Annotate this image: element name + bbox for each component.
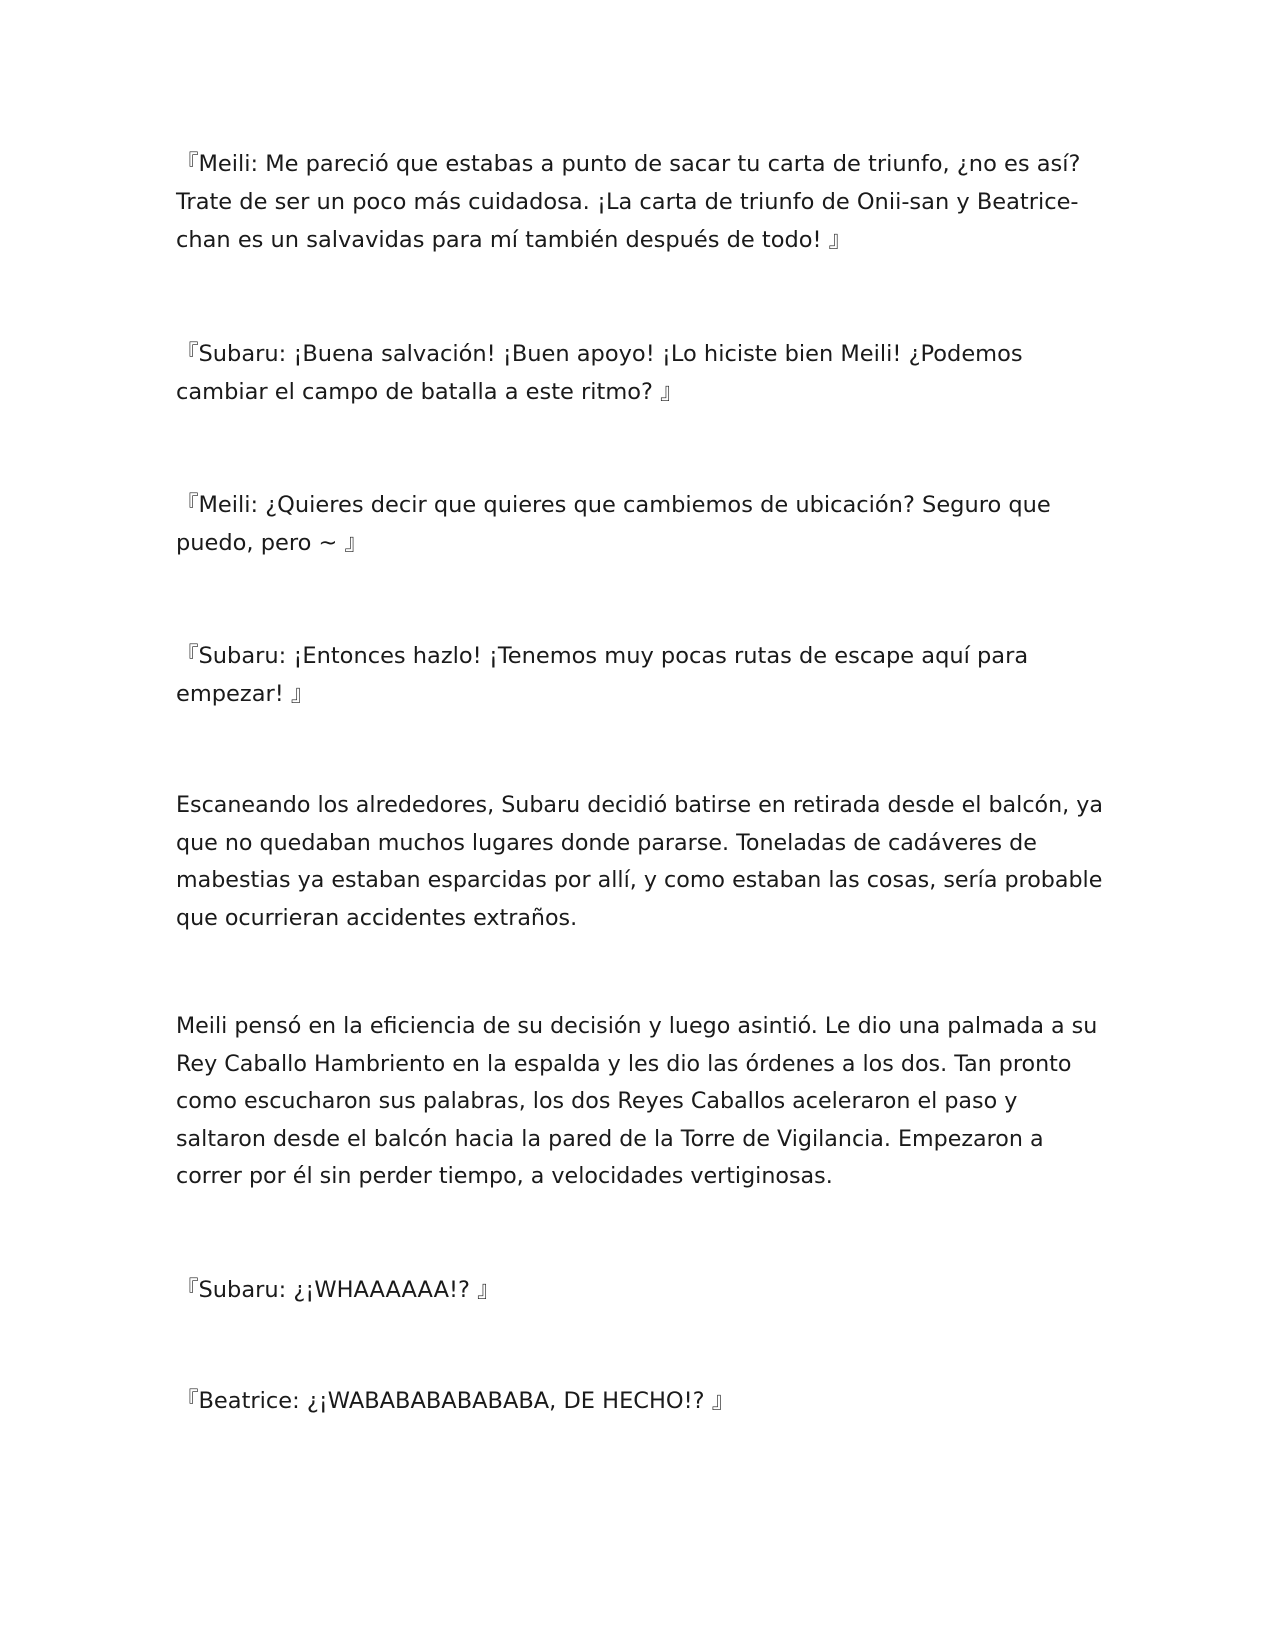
dialogue-subaru-1: 『Subaru: ¡Buena salvación! ¡Buen apoyo! ¡Lo hiciste bien Meili! ¿Podemos cambiar el campo de batalla a este ritmo? 』: [176, 341, 1023, 405]
narration-paragraph-1: Escaneando los alrededores, Subaru decidió batirse en retirada desde el balcón, ya que no quedaban muchos lugares donde pararse. Toneladas de cadáveres de mabestias ya estaban esparcidas por allí, y como estaban las cosas, sería probable que ocurrieran accidentes extraños.: [176, 792, 1103, 931]
dialogue-meili-2: 『Meili: ¿Quieres decir que quieres que cambiemos de ubicación? Seguro que puedo, pero ~ 』: [176, 492, 1051, 556]
narration-paragraph-2: Meili pensó en la eficiencia de su decisión y luego asintió. Le dio una palmada a su Rey Caballo Hambriento en la espalda y les dio las órdenes a los dos. Tan pronto como escucharon sus palabras, los dos Reyes Caballos aceleraron el paso y saltaron desde el balcón hacia la pared de la Torre de Vigilancia. Empezaron a correr por él sin perder tiempo, a velocidades vertiginosas.: [176, 1013, 1098, 1189]
dialogue-subaru-3: 『Subaru: ¿¡WHAAAAAA!? 』: [176, 1277, 500, 1303]
dialogue-meili-1: 『Meili: Me pareció que estabas a punto de sacar tu carta de triunfo, ¿no es así? Trate de ser un poco más cuidadosa. ¡La carta de triunfo de Onii-san y Beatrice-chan es un salvavidas para mí también después de todo! 』: [176, 151, 1081, 253]
dialogue-beatrice-1: 『Beatrice: ¿¡WABABABABABABA, DE HECHO!? 』: [176, 1388, 735, 1414]
dialogue-subaru-2: 『Subaru: ¡Entonces hazlo! ¡Tenemos muy pocas rutas de escape aquí para empezar! 』: [176, 643, 1029, 707]
